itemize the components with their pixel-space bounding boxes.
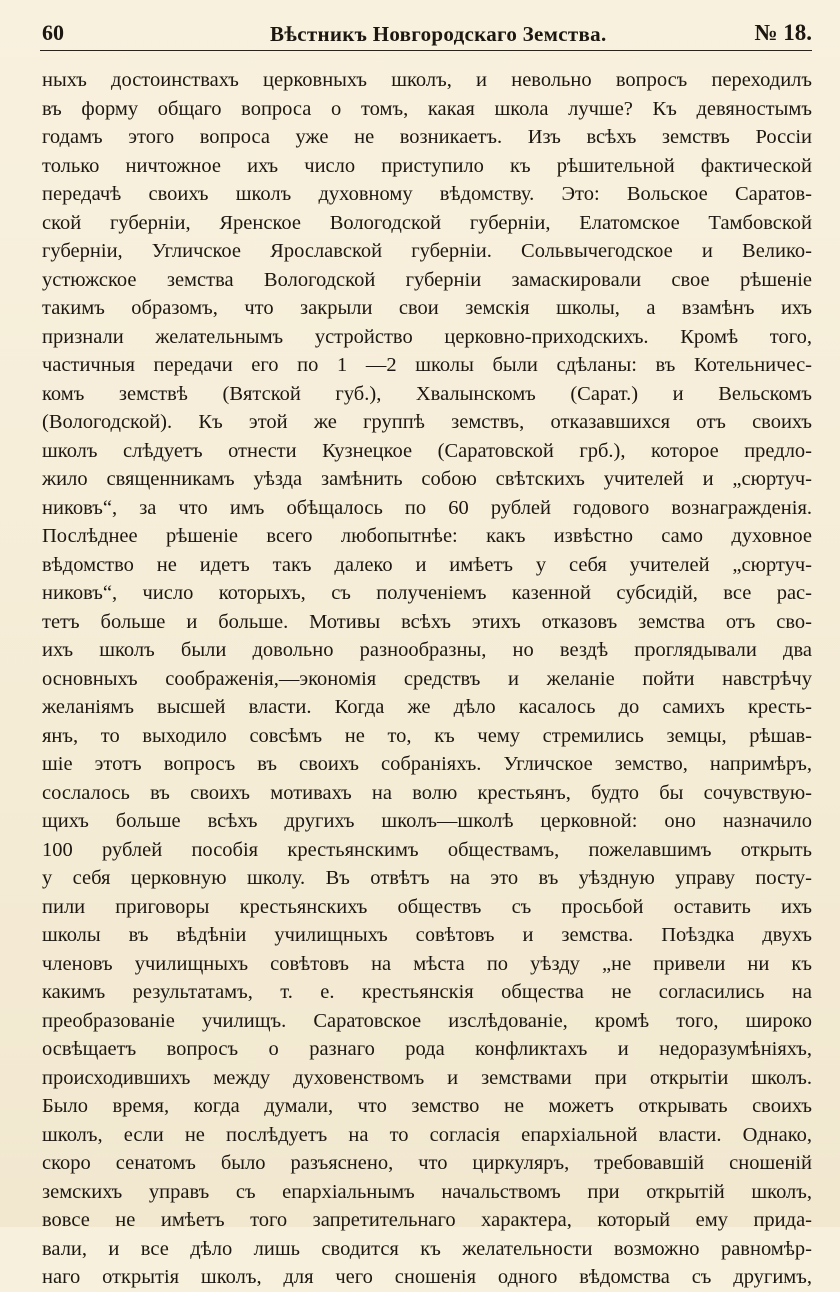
text-line: Послѣднее рѣшеніе всего любопытнѣе: какъ извѣстно само духовное [42, 525, 812, 547]
text-line: такимъ образомъ, что закрыли свои земскія школы, а взамѣнъ ихъ [42, 297, 812, 319]
text-line: основныхъ соображенія,—экономія средствъ и желаніе пойти навстрѣчу [42, 667, 812, 690]
text-line: наго открытія школъ, для чего сношенія одного вѣдомства съ другимъ, [42, 1266, 812, 1288]
text-line: у себя церковную школу. Въ отвѣтъ на это въ уѣздную управу посту- [42, 867, 812, 889]
text-line: скоро сенатомъ было разъяснено, что циркуляръ, требовавшій сношеній [42, 1152, 812, 1174]
text-line: школы въ вѣдѣніи училищныхъ совѣтовъ и земства. Поѣздка двухъ [42, 924, 812, 946]
text-line: (Вологодской). Къ этой же группѣ земствъ, отказавшихся отъ своихъ [42, 411, 812, 433]
text-line: членовъ училищныхъ совѣтовъ на мѣста по уѣзду „не привели ни къ [42, 952, 812, 975]
text-line: янъ, то выходило совсѣмъ не то, къ чему стремились земцы, рѣшав- [42, 724, 812, 747]
text-line: ихъ школъ были довольно разнообразны, но вездѣ проглядывали два [42, 639, 812, 661]
text-line: преобразованіе училищъ. Саратовское изслѣдованіе, кромѣ того, широко [42, 1009, 812, 1032]
text-line: происходившихъ между духовенствомъ и земствами при открытіи школъ. [42, 1066, 812, 1089]
journal-title: Вѣстникъ Новгородскаго Земства. [270, 22, 607, 46]
page-number: 60 [42, 20, 64, 45]
text-line: тетъ больше и больше. Мотивы всѣхъ этихъ отказовъ земства отъ сво- [42, 610, 812, 633]
text-line: никовъ“, за что имъ обѣщалось по 60 рублей годового вознагражденія. [42, 496, 812, 519]
text-line: щихъ больше всѣхъ другихъ школъ—школѣ церковной: оно назначило [42, 810, 812, 832]
body-text [42, 66, 812, 1292]
text-line: школъ, если не послѣдуетъ на то согласія епархіальной власти. Однако, [42, 1123, 812, 1146]
text-line: устюжское земства Вологодской губерніи замаскировали свое рѣшеніе [42, 268, 812, 291]
text-line: шіе этотъ вопросъ въ своихъ собраніяхъ. Угличское земство, напримѣръ, [42, 753, 812, 775]
text-line: никовъ“, число которыхъ, съ полученіемъ казенной субсидій, все рас- [42, 582, 812, 604]
text-line: только ничтожное ихъ число приступило къ рѣшительной фактической [42, 154, 812, 177]
text-line: сослалось въ своихъ мотивахъ на волю крестьянъ, будто бы сочувствую- [42, 781, 812, 804]
text-line: какимъ результатамъ, т. е. крестьянскія общества не согласились на [42, 981, 812, 1003]
text-line: годамъ этого вопроса уже не возникаетъ. Изъ всѣхъ земствъ Россіи [42, 126, 812, 148]
page-header [42, 18, 812, 52]
text-line: передачѣ своихъ школъ духовному вѣдомству. Это: Вольское Саратов- [42, 183, 812, 205]
text-line: 100 рублей пособія крестьянскимъ обществамъ, пожелавшимъ открыть [42, 838, 812, 861]
text-line: комъ земствѣ (Вятской губ.), Хвалынскомъ (Сарат.) и Вельскомъ [42, 382, 812, 405]
text-line: въ форму общаго вопроса о томъ, какая школа лучше? Къ девяностымъ [42, 97, 812, 120]
text-line: вали, и все дѣло лишь сводится къ желательности возможно равномѣр- [42, 1237, 812, 1260]
text-line: ской губерніи, Яренское Вологодской губерніи, Елатомское Тамбовской [42, 211, 812, 234]
text-line: вовсе не имѣетъ того запретительнаго характера, который ему прида- [42, 1209, 812, 1231]
text-line: признали желательнымъ устройство церковно-приходскихъ. Кромѣ того, [42, 325, 812, 348]
text-line: жило священникамъ уѣзда замѣнить собою свѣтскихъ учителей и „сюртуч- [42, 468, 812, 490]
text-line: вѣдомство не идетъ такъ далеко и имѣетъ у себя учителей „сюртуч- [42, 553, 812, 576]
text-line: желаніямъ высшей власти. Когда же дѣло касалось до самихъ кресть- [42, 696, 812, 718]
text-line: ныхъ достоинствахъ церковныхъ школъ, и невольно вопросъ переходилъ [42, 69, 812, 91]
text-line: Было время, когда думали, что земство не можетъ открывать своихъ [42, 1095, 812, 1117]
header-rule [40, 50, 812, 51]
text-line: частичныя передачи его по 1 —2 школы были сдѣланы: въ Котельничес- [42, 354, 812, 376]
text-line: школъ слѣдуетъ отнести Кузнецкое (Саратовской грб.), которое предло- [42, 439, 812, 462]
text-line: губерніи, Угличское Ярославской губерніи. Сольвычегодское и Велико- [42, 240, 812, 262]
text-line: пили приговоры крестьянскихъ обществъ съ просьбой оставить ихъ [42, 895, 812, 918]
text-line: освѣщаетъ вопросъ о разнаго рода конфликтахъ и недоразумѣніяхъ, [42, 1038, 812, 1060]
issue-number: № 18. [754, 20, 812, 45]
text-line: земскихъ управъ съ епархіальнымъ начальствомъ при открытій школъ, [42, 1180, 812, 1203]
